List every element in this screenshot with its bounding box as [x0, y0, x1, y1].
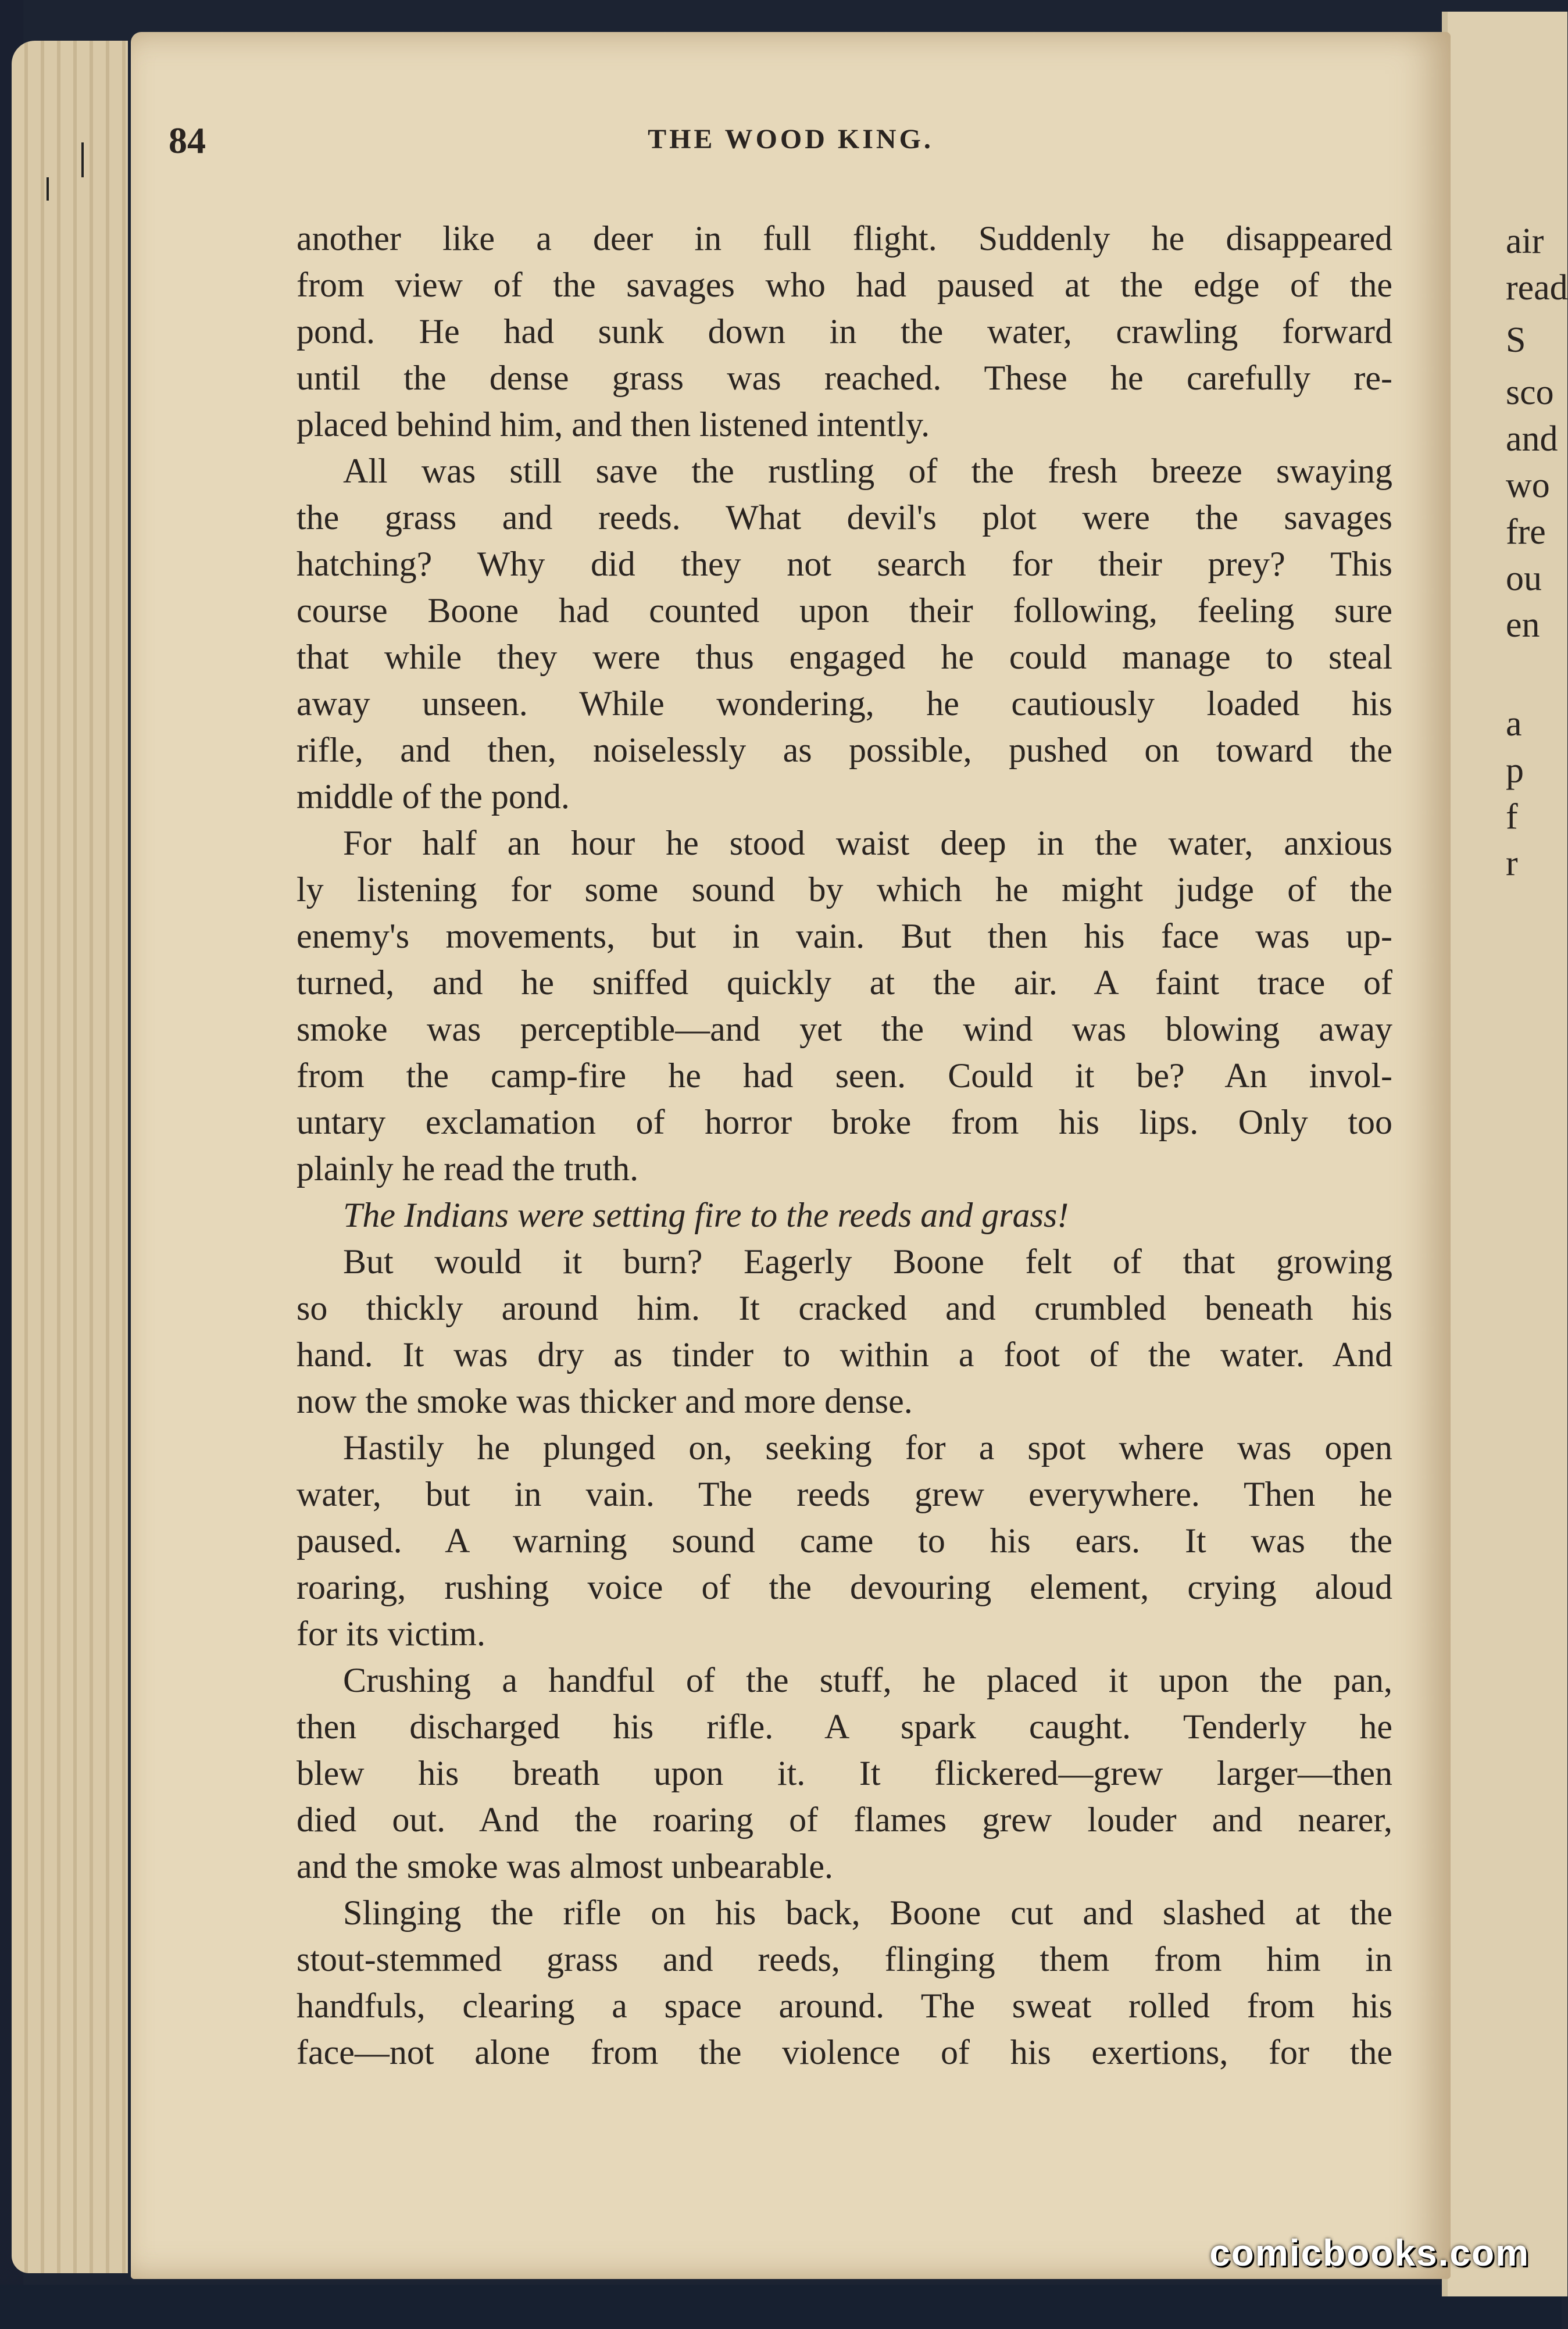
- text-line: the grass and reeds. What devil's plot were the savages: [297, 498, 1392, 537]
- text-line: plainly he read the truth.: [297, 1149, 639, 1188]
- text-line: enemy's movements, but in vain. But then his face was up-: [297, 917, 1392, 955]
- next-page-fragment: wo: [1506, 466, 1550, 505]
- text-line: placed behind him, and then listened intently.: [297, 405, 930, 444]
- next-page-fragment: r: [1506, 844, 1518, 883]
- next-page-fragment: air: [1506, 222, 1544, 261]
- body-text: [297, 215, 1392, 2076]
- text-line: blew his breath upon it. It flickered—grew larger—then: [297, 1754, 1392, 1792]
- text-line: smoke was perceptible—and yet the wind was blowing away: [297, 1010, 1392, 1048]
- text-line: Hastily he plunged on, seeking for a spot where was open: [343, 1428, 1392, 1467]
- text-line: from the camp-fire he had seen. Could it be? An invol-: [297, 1056, 1392, 1095]
- next-page-fragment: read: [1506, 268, 1568, 308]
- next-page-fragment: en: [1506, 605, 1540, 645]
- next-page-fragment: sco: [1506, 373, 1554, 412]
- text-line: course Boone had counted upon their following, feeling sure: [297, 591, 1392, 630]
- next-page-fragment: f: [1506, 797, 1518, 837]
- text-line: But would it burn? Eagerly Boone felt of that growing: [343, 1242, 1392, 1281]
- watermark: comicbooks.com: [1209, 2232, 1530, 2274]
- next-page-fragment: p: [1506, 751, 1524, 790]
- text-line: that while they were thus engaged he could manage to steal: [297, 638, 1392, 676]
- text-line: face—not alone from the violence of his exertions, for the: [297, 2033, 1392, 2071]
- binding-mark: [81, 142, 84, 177]
- text-line: untary exclamation of horror broke from his lips. Only too: [297, 1103, 1392, 1141]
- text-line: now the smoke was thicker and more dense.: [297, 1382, 913, 1420]
- text-line: roaring, rushing voice of the devouring element, crying aloud: [297, 1568, 1392, 1606]
- text-line: paused. A warning sound came to his ears. It was the: [297, 1521, 1392, 1560]
- text-line: rifle, and then, noiselessly as possible, pushed on toward the: [297, 731, 1392, 769]
- text-line: handfuls, clearing a space around. The sweat rolled from his: [297, 1987, 1392, 2025]
- next-page-fragment: fre: [1506, 512, 1546, 552]
- text-line: and the smoke was almost unbearable.: [297, 1847, 834, 1885]
- next-page-edge: [1442, 12, 1567, 2296]
- text-line: turned, and he sniffed quickly at the air. A faint trace of: [297, 963, 1392, 1002]
- text-line: Crushing a handful of the stuff, he placed it upon the pan,: [343, 1661, 1392, 1699]
- text-line: Slinging the rifle on his back, Boone cut and slashed at the: [343, 1894, 1392, 1932]
- text-line: another like a deer in full flight. Suddenly he disappeared: [297, 219, 1392, 258]
- next-page-fragment: a: [1506, 704, 1522, 744]
- next-page-fragment: and: [1506, 419, 1558, 459]
- background-bottom: [0, 2285, 1562, 2329]
- text-line: away unseen. While wondering, he cautiously loaded his: [297, 684, 1392, 723]
- text-line: The Indians were setting fire to the reeds and grass!: [343, 1196, 1069, 1234]
- text-line: hatching? Why did they not search for their prey? This: [297, 545, 1392, 583]
- next-page-fragment: S: [1506, 320, 1526, 360]
- running-head: THE WOOD KING.: [648, 124, 934, 155]
- text-line: hand. It was dry as tinder to within a foot of the water. And: [297, 1335, 1392, 1374]
- page-stack-edges: [12, 41, 128, 2273]
- text-line: middle of the pond.: [297, 777, 570, 816]
- text-line: until the dense grass was reached. These he carefully re-: [297, 359, 1392, 397]
- text-line: stout-stemmed grass and reeds, flinging them from him in: [297, 1940, 1392, 1978]
- text-line: water, but in vain. The reeds grew everywhere. Then he: [297, 1475, 1392, 1513]
- page-number: 84: [169, 120, 206, 161]
- text-line: All was still save the rustling of the fresh breeze swaying: [343, 452, 1392, 490]
- text-line: ly listening for some sound by which he might judge of the: [297, 870, 1392, 909]
- text-line: for its victim.: [297, 1614, 485, 1653]
- text-line: pond. He had sunk down in the water, crawling forward: [297, 312, 1392, 351]
- text-line: For half an hour he stood waist deep in the water, anxious: [343, 824, 1392, 862]
- binding-mark: [47, 177, 49, 201]
- next-page-fragment: ou: [1506, 559, 1542, 598]
- text-line: then discharged his rifle. A spark caught. Tenderly he: [297, 1708, 1392, 1746]
- text-line: from view of the savages who had paused at the edge of the: [297, 266, 1392, 304]
- text-line: so thickly around him. It cracked and crumbled beneath his: [297, 1289, 1392, 1327]
- text-line: died out. And the roaring of flames grew louder and nearer,: [297, 1801, 1392, 1839]
